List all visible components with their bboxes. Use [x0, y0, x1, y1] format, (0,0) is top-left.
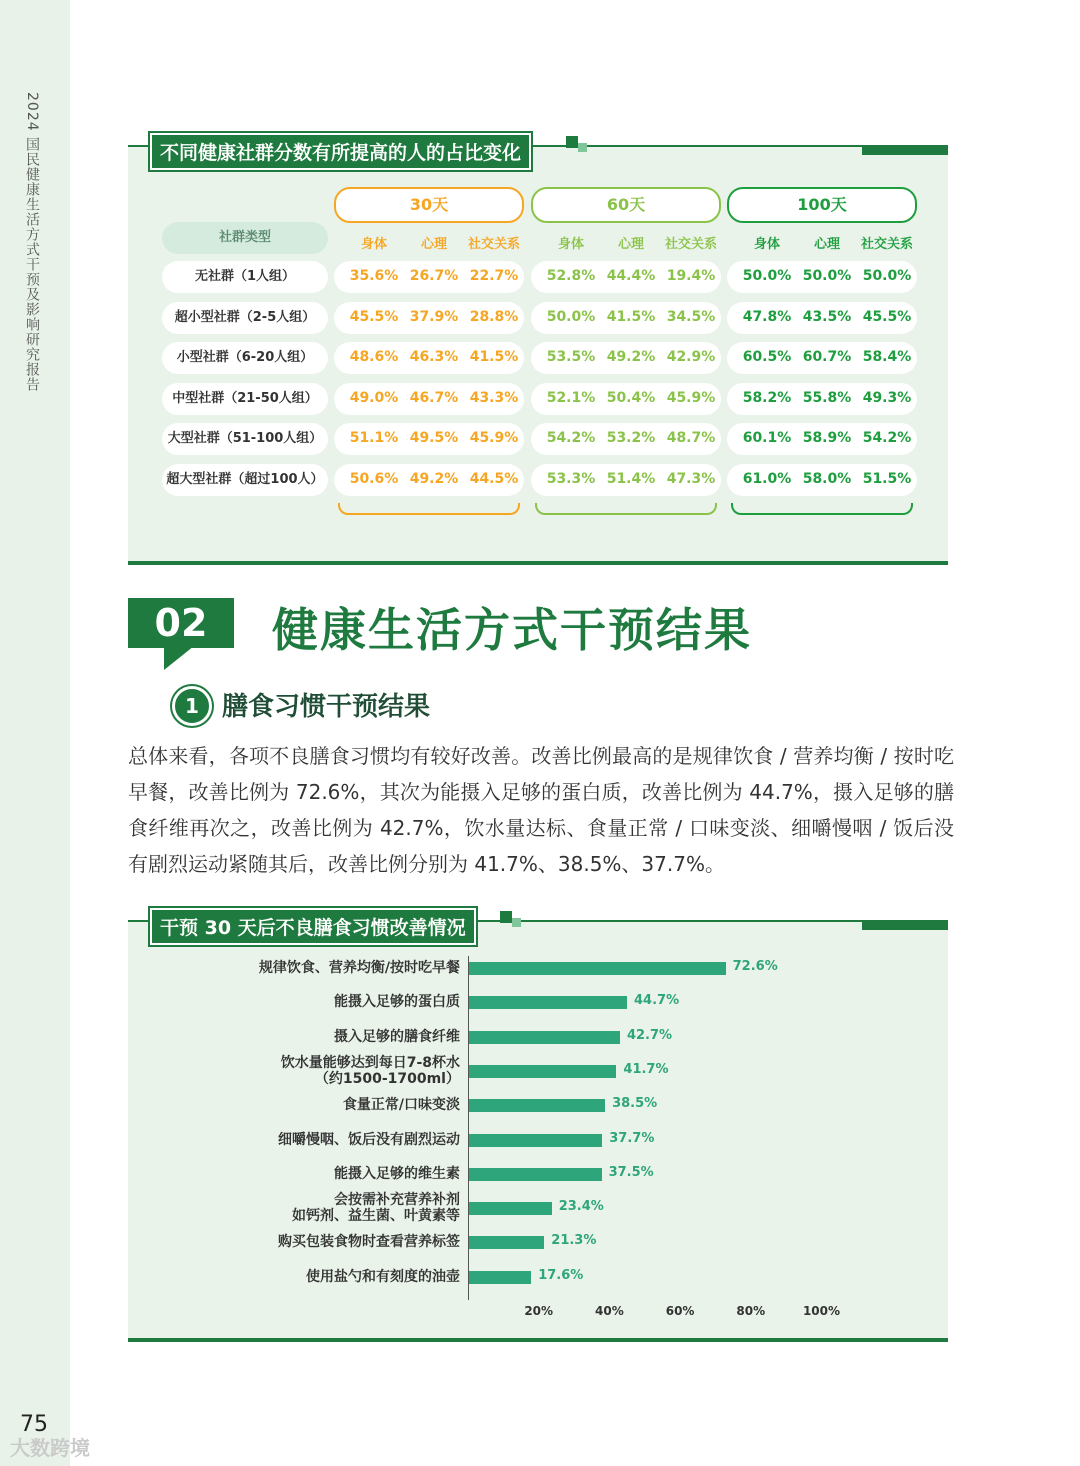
bar [469, 1271, 531, 1284]
table-cell: 58.9% [802, 430, 852, 446]
table-cell: 45.9% [469, 430, 519, 446]
table-cell: 43.3% [469, 389, 519, 406]
bar-category-label: 使用盐勺和有刻度的油壶 [306, 1268, 460, 1285]
table-cell: 51.4% [606, 470, 656, 487]
table-cell: 50.0% [862, 268, 912, 284]
bar-category-label: 能摄入足够的蛋白质 [334, 994, 460, 1011]
section-title: 健康生活方式干预结果 [272, 603, 752, 657]
table-cell: 42.9% [666, 349, 716, 365]
metric-header: 社交关系 [860, 237, 913, 252]
bar-category-label: 购买包装食物时查看营养标签 [278, 1234, 460, 1251]
bar-value-label: 42.7% [626, 1027, 673, 1043]
period-header: 30天 [334, 187, 524, 223]
section-number: 02 [128, 598, 234, 648]
bar-value-label: 44.7% [634, 993, 680, 1009]
table-cell: 45.5% [349, 308, 399, 325]
bar-category-label: 规律饮食、营养均衡/按时吃早餐 [258, 960, 460, 976]
table-cell: 49.2% [409, 470, 459, 487]
table-cell: 52.8% [546, 268, 596, 284]
table-cell: 49.5% [409, 430, 459, 446]
x-tick-label: 80% [736, 1304, 766, 1318]
chart-title: 干预 30 天后不良膳食习惯改善情况 [150, 908, 476, 945]
table-cell: 51.1% [349, 430, 399, 446]
bar [469, 1134, 602, 1147]
x-tick-label: 40% [595, 1304, 624, 1318]
table-cell: 48.7% [666, 430, 716, 446]
bar [469, 1099, 605, 1112]
table-cell: 50.0% [742, 268, 792, 284]
community-row-label: 中型社群（21-50人组） [162, 383, 328, 415]
bar-value-label: 38.5% [612, 1096, 658, 1112]
table-cell: 53.5% [546, 349, 596, 365]
bar [469, 996, 627, 1009]
bar [469, 1031, 620, 1044]
x-tick-label: 20% [524, 1304, 554, 1318]
table-cell: 46.3% [409, 349, 459, 365]
table-cell: 50.0% [802, 268, 852, 284]
section-number-tail [164, 646, 194, 670]
table-cell: 34.5% [666, 308, 716, 325]
metric-header: 身体 [753, 237, 780, 252]
table-cell: 41.5% [606, 308, 656, 325]
table-cell: 26.7% [409, 268, 459, 284]
bar [469, 1168, 602, 1181]
table-cell: 45.9% [666, 389, 716, 406]
table-cell: 58.2% [742, 389, 792, 406]
x-tick-label: 100% [802, 1304, 841, 1318]
table-cell: 55.8% [802, 389, 852, 406]
metric-header: 心理 [617, 237, 644, 252]
bar-category-label: 细嚼慢咽、饭后没有剧烈运动 [278, 1131, 460, 1148]
bar-category-label: 食量正常/口味变淡 [342, 1097, 460, 1114]
x-tick-label: 60% [665, 1304, 695, 1318]
bar-category-label: 摄入足够的膳食纤维 [334, 1028, 460, 1045]
table-cell: 44.5% [469, 470, 519, 487]
table-cell: 54.2% [546, 430, 596, 446]
report-title-vertical: 2024 国民健康生活方式干预及影响研究报告 [24, 92, 40, 393]
period-footer [338, 503, 520, 515]
table-cell: 60.5% [742, 349, 792, 365]
table-cell: 49.2% [606, 349, 656, 365]
community-row-label: 超小型社群（2-5人组） [162, 302, 328, 334]
bar-category-label: 能摄入足够的维生素 [334, 1165, 460, 1182]
table-cell: 50.6% [349, 470, 399, 487]
bar [469, 1065, 616, 1078]
body-paragraph: 总体来看，各项不良膳食习惯均有较好改善。改善比例最高的是规律饮食 / 营养均衡 / 按时吃早餐，改善比例为 72.6%，其次为能摄入足够的蛋白质，改善比例为 44.7%，摄入足够的膳食纤维再次之，改善比例为 42.7%，饮水量达标、食量正常 / 口味变淡、细嚼慢咽 / 饭后没有剧烈运动紧随其后，改善比例分别为 41.7%、38.5%、37.7%。 [128, 744, 954, 876]
table-cell: 43.5% [802, 308, 852, 325]
table-cell: 53.3% [546, 470, 596, 487]
period-footer [535, 503, 717, 515]
metric-header: 身体 [557, 237, 584, 252]
community-row-label: 小型社群（6-20人组） [162, 342, 328, 374]
page-number: 75 [20, 1412, 48, 1437]
subsection-title: 膳食习惯干预结果 [222, 692, 431, 722]
bar-value-label: 72.6% [732, 959, 778, 974]
bar-value-label: 41.7% [623, 1061, 669, 1077]
diet-chart-panel [128, 917, 948, 1342]
bar [469, 1202, 552, 1215]
bar [469, 962, 726, 975]
table-cell: 58.0% [802, 470, 852, 487]
table-cell: 46.7% [409, 389, 459, 406]
subsection-number: 1 [172, 686, 212, 726]
table-cell: 47.8% [742, 308, 792, 325]
community-table-panel [128, 142, 948, 565]
table-cell: 47.3% [666, 470, 716, 487]
table-cell: 48.6% [349, 349, 399, 365]
table-cell: 50.4% [606, 389, 656, 406]
table-cell: 49.3% [862, 389, 912, 406]
bar-value-label: 37.5% [608, 1164, 654, 1180]
table-cell: 51.5% [862, 470, 912, 487]
table-cell: 53.2% [606, 430, 656, 446]
table-cell: 35.6% [349, 268, 399, 284]
bar-value-label: 21.3% [551, 1233, 597, 1249]
bar [469, 1236, 544, 1249]
watermark: 大数跨境 [10, 1436, 90, 1460]
bar-category-label: 会按需补充营养补剂 如钙剂、益生菌、叶黄素等 [292, 1192, 460, 1225]
table-cell: 19.4% [666, 268, 716, 284]
table-cell: 61.0% [742, 470, 792, 487]
group-type-header: 社群类型 [162, 222, 328, 254]
table-cell: 37.9% [409, 308, 459, 325]
table-cell: 41.5% [469, 349, 519, 365]
period-header: 60天 [531, 187, 721, 223]
table-cell: 52.1% [546, 389, 596, 406]
table-cell: 49.0% [349, 389, 399, 406]
community-row-label: 大型社群（51-100人组） [162, 423, 328, 455]
metric-header: 社交关系 [467, 237, 520, 252]
bar-value-label: 37.7% [609, 1130, 655, 1146]
table-cell: 60.1% [742, 430, 792, 446]
table-cell: 44.4% [606, 268, 656, 284]
period-header: 100天 [727, 187, 917, 223]
community-row-label: 无社群（1人组） [162, 261, 328, 293]
table-cell: 54.2% [862, 430, 912, 446]
bar-category-label: 饮水量能够达到每日7-8杯水 （约1500-1700ml） [280, 1054, 460, 1087]
community-row-label: 超大型社群（超过100人） [162, 464, 328, 496]
metric-header: 心理 [813, 237, 840, 252]
table-cell: 60.7% [802, 349, 852, 365]
table-cell: 50.0% [546, 308, 596, 325]
table-title: 不同健康社群分数有所提高的人的占比变化 [150, 133, 531, 170]
bar-value-label: 23.4% [558, 1199, 604, 1215]
table-cell: 22.7% [469, 268, 519, 284]
table-cell: 28.8% [469, 308, 519, 325]
table-cell: 58.4% [862, 349, 912, 365]
metric-header: 身体 [360, 237, 387, 252]
table-cell: 45.5% [862, 308, 912, 325]
metric-header: 社交关系 [664, 237, 717, 252]
period-footer [731, 503, 913, 515]
bar-value-label: 17.6% [538, 1267, 584, 1283]
metric-header: 心理 [420, 237, 447, 252]
